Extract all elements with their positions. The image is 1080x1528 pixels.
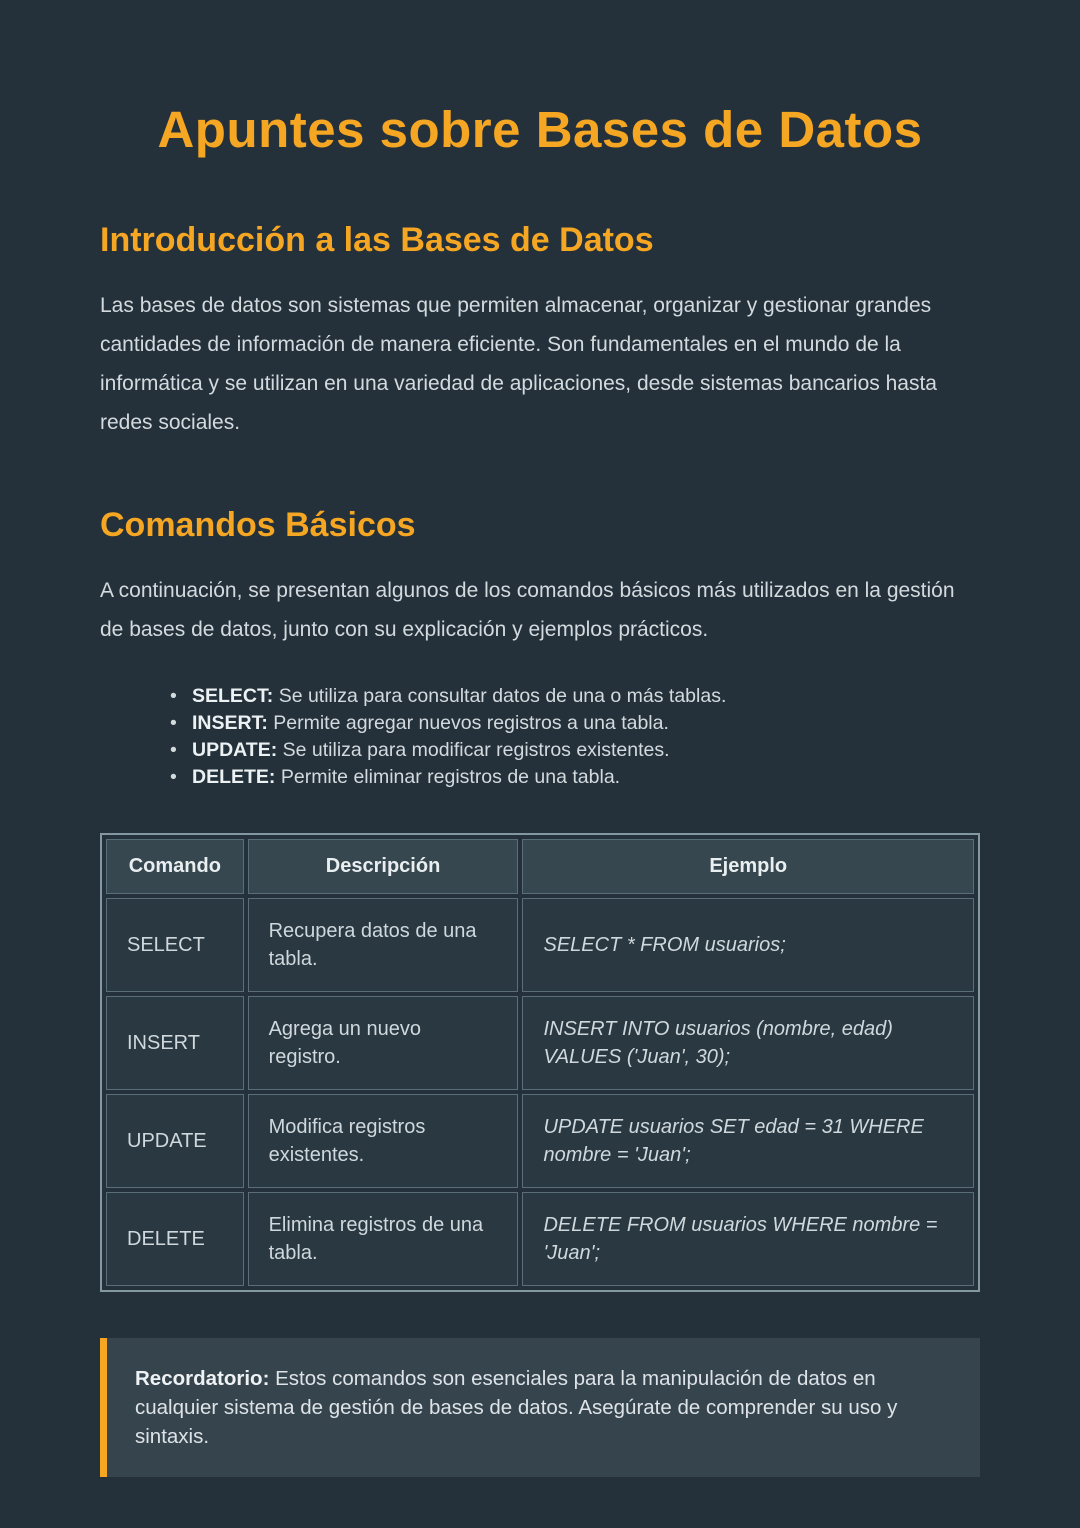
section-heading-comandos: Comandos Básicos bbox=[100, 506, 416, 544]
command-term: INSERT: bbox=[192, 712, 268, 734]
command-term: DELETE: bbox=[192, 766, 276, 788]
column-header-descripcion: Descripción bbox=[248, 839, 519, 894]
column-header-ejemplo: Ejemplo bbox=[522, 839, 974, 894]
notes-page bbox=[0, 100, 1080, 1477]
cell-ejemplo: DELETE FROM usuarios WHERE nombre = 'Juan'; bbox=[522, 1192, 974, 1286]
cell-comando: INSERT bbox=[106, 996, 244, 1090]
table-row-update bbox=[106, 1094, 974, 1188]
command-description: Se utiliza para modificar registros existentes. bbox=[282, 739, 670, 761]
cell-descripcion: Recupera datos de una tabla. bbox=[248, 898, 519, 992]
commands-table bbox=[100, 833, 980, 1292]
cell-comando: UPDATE bbox=[106, 1094, 244, 1188]
cell-comando: SELECT bbox=[106, 898, 244, 992]
list-item-insert bbox=[192, 710, 980, 737]
command-description: Permite agregar nuevos registros a una tabla. bbox=[273, 712, 669, 734]
table-row-delete bbox=[106, 1192, 974, 1286]
reminder-text: Estos comandos son esenciales para la manipulación de datos en cualquier sistema de gestión de bases de datos. Asegúrate de comprender su uso y sintaxis. bbox=[135, 1367, 898, 1448]
cell-ejemplo: UPDATE usuarios SET edad = 31 WHERE nombre = 'Juan'; bbox=[522, 1094, 974, 1188]
command-description: Se utiliza para consultar datos de una o más tablas. bbox=[278, 685, 727, 707]
list-item-select bbox=[192, 683, 980, 710]
reminder-callout bbox=[100, 1338, 980, 1477]
paragraph-comandos: A continuación, se presentan algunos de los comandos básicos más utilizados en la gestión de bases de datos, junto con su explicación y ejemplos prácticos. bbox=[100, 579, 955, 641]
table-header-row bbox=[106, 839, 974, 894]
section-heading-introduccion: Introducción a las Bases de Datos bbox=[100, 221, 654, 259]
reminder-label: Recordatorio: bbox=[135, 1367, 270, 1390]
command-list bbox=[100, 683, 980, 791]
cell-ejemplo: INSERT INTO usuarios (nombre, edad) VALUES ('Juan', 30); bbox=[522, 996, 974, 1090]
list-item-delete bbox=[192, 764, 980, 791]
cell-ejemplo: SELECT * FROM usuarios; bbox=[522, 898, 974, 992]
column-header-comando: Comando bbox=[106, 839, 244, 894]
table-row-select bbox=[106, 898, 974, 992]
cell-descripcion: Modifica registros existentes. bbox=[248, 1094, 519, 1188]
command-term: SELECT: bbox=[192, 685, 274, 707]
table-row-insert bbox=[106, 996, 974, 1090]
command-description: Permite eliminar registros de una tabla. bbox=[280, 766, 621, 788]
cell-descripcion: Agrega un nuevo registro. bbox=[248, 996, 519, 1090]
command-term: UPDATE: bbox=[192, 739, 278, 761]
cell-descripcion: Elimina registros de una tabla. bbox=[248, 1192, 519, 1286]
list-item-update bbox=[192, 737, 980, 764]
page-title: Apuntes sobre Bases de Datos bbox=[157, 101, 923, 158]
cell-comando: DELETE bbox=[106, 1192, 244, 1286]
paragraph-introduccion: Las bases de datos son sistemas que permiten almacenar, organizar y gestionar grandes cantidades de información de manera eficiente. Son fundamentales en el mundo de la informática y se utilizan en una variedad de aplicaciones, desde sistemas bancarios hasta redes sociales. bbox=[100, 294, 937, 434]
